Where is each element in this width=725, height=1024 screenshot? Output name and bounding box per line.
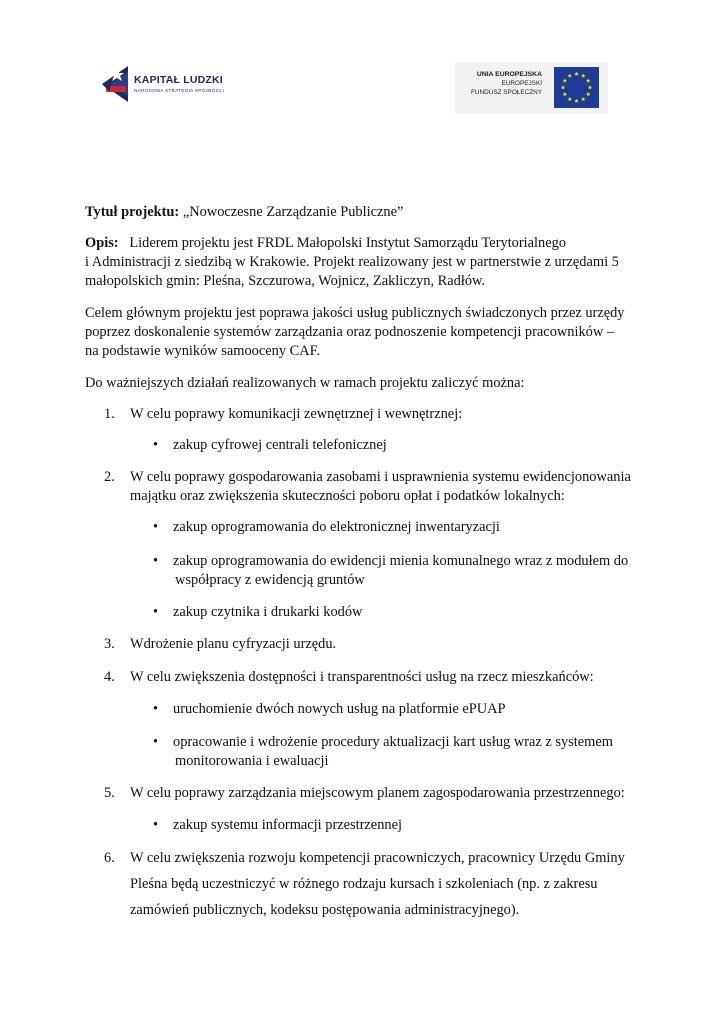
- bullet-icon: •: [153, 437, 159, 453]
- item-6-line-2: Pleśna będą uczestniczyć w różnego rodzaju kursach i szkoleniach (np. z zakresu: [130, 876, 598, 892]
- eu-flag-icon: [554, 67, 599, 108]
- item-3-number: 3.: [104, 636, 115, 652]
- item-5-text: W celu poprawy zarządzania miejscowym planem zagospodarowania przestrzennego:: [130, 785, 625, 801]
- item-1-text: W celu poprawy komunikacji zewnętrznej i wewnętrznej:: [130, 406, 463, 422]
- project-title: [85, 202, 641, 222]
- goal-line-3: na podstawie wyników samooceny CAF.: [85, 343, 321, 359]
- item-5-number: 5.: [104, 785, 115, 801]
- goal-line-2: poprzez doskonalenie systemów zarządzania oraz podnoszenie kompetencji pracowników –: [85, 324, 615, 340]
- item-4-bullet-1: uruchomienie dwóch nowych usług na platformie ePUAP: [173, 701, 506, 717]
- item-2-bullet-1: zakup oprogramowania do elektronicznej inwentaryzacji: [173, 519, 500, 535]
- description-line-1: [85, 233, 641, 253]
- item-4-number: 4.: [104, 669, 115, 685]
- item-1-bullet-1: zakup cyfrowej centrali telefonicznej: [173, 437, 387, 453]
- item-5-bullet-1: zakup systemu informacji przestrzennej: [173, 817, 402, 833]
- eu-line-1: UNIA EUROPEJSKA: [476, 71, 542, 78]
- description-line-3: małopolskich gmin: Pleśna, Szczurowa, Wojnicz, Zakliczyn, Radłów.: [85, 273, 486, 289]
- bullet-icon: •: [153, 519, 159, 535]
- item-2-line-1: W celu poprawy gospodarowania zasobami i usprawnienia systemu ewidencjonowania: [130, 469, 631, 485]
- eu-line-3: FUNDUSZ SPOŁECZNY: [470, 89, 542, 96]
- item-2-bullet-2: zakup oprogramowania do ewidencji mienia komunalnego wraz z modułem do: [173, 553, 629, 569]
- bullet-icon: •: [153, 701, 159, 717]
- eu-line-2: EUROPEJSKI: [501, 80, 542, 87]
- item-1-number: 1.: [104, 406, 115, 422]
- kapital-ludzki-subtitle: NARODOWA STRATEGIA SPÓJNOŚCI: [134, 88, 225, 93]
- item-2-bullet-2-cont: współpracy z ewidencją gruntów: [175, 572, 365, 588]
- eu-logo-text: [471, 70, 542, 97]
- item-2-number: 2.: [104, 469, 115, 485]
- item-4-text: W celu zwiększenia dostępności i transparentności usług na rzecz mieszkańców:: [130, 669, 594, 685]
- bullet-icon: •: [153, 553, 159, 569]
- project-title-label: Tytuł projektu:: [85, 204, 180, 220]
- bullet-icon: •: [153, 817, 159, 833]
- kapital-ludzki-logo: [100, 62, 240, 106]
- description-line-2: i Administracji z siedzibą w Krakowie. Projekt realizowany jest w partnerstwie z urzędami 5: [85, 254, 619, 270]
- item-2-line-2: majątku oraz zwiększenia skuteczności poboru opłat i podatków lokalnych:: [130, 488, 565, 504]
- goal-line-1: Celem głównym projektu jest poprawa jakości usług publicznych świadczonych przez urzędy: [85, 305, 625, 321]
- eu-logo: [455, 62, 608, 114]
- bullet-icon: •: [153, 734, 159, 750]
- item-6-line-3: zamówień publicznych, kodeksu postępowania administracyjnego).: [130, 902, 520, 918]
- item-6-number: 6.: [104, 850, 115, 866]
- activities-intro: Do ważniejszych działań realizowanych w ramach projektu zaliczyć można:: [85, 375, 525, 391]
- item-4-bullet-2: opracowanie i wdrożenie procedury aktualizacji kart usług wraz z systemem: [173, 734, 613, 750]
- item-2-bullet-3: zakup czytnika i drukarki kodów: [173, 604, 363, 620]
- item-4-bullet-2-cont: monitorowania i ewaluacji: [175, 753, 329, 769]
- bullet-icon: •: [153, 604, 159, 620]
- item-6-line-1: W celu zwiększenia rozwoju kompetencji pracowniczych, pracownicy Urzędu Gminy: [130, 850, 625, 866]
- description-text-1: Liderem projektu jest FRDL Małopolski Instytut Samorządu Terytorialnego: [129, 235, 567, 251]
- kapital-ludzki-title: KAPITAŁ LUDZKI: [134, 74, 223, 86]
- kapital-ludzki-emblem-icon: [100, 62, 132, 106]
- description-label: Opis:: [85, 235, 119, 251]
- project-title-value: „Nowoczesne Zarządzanie Publiczne”: [182, 204, 404, 220]
- item-3-text: Wdrożenie planu cyfryzacji urzędu.: [130, 636, 337, 652]
